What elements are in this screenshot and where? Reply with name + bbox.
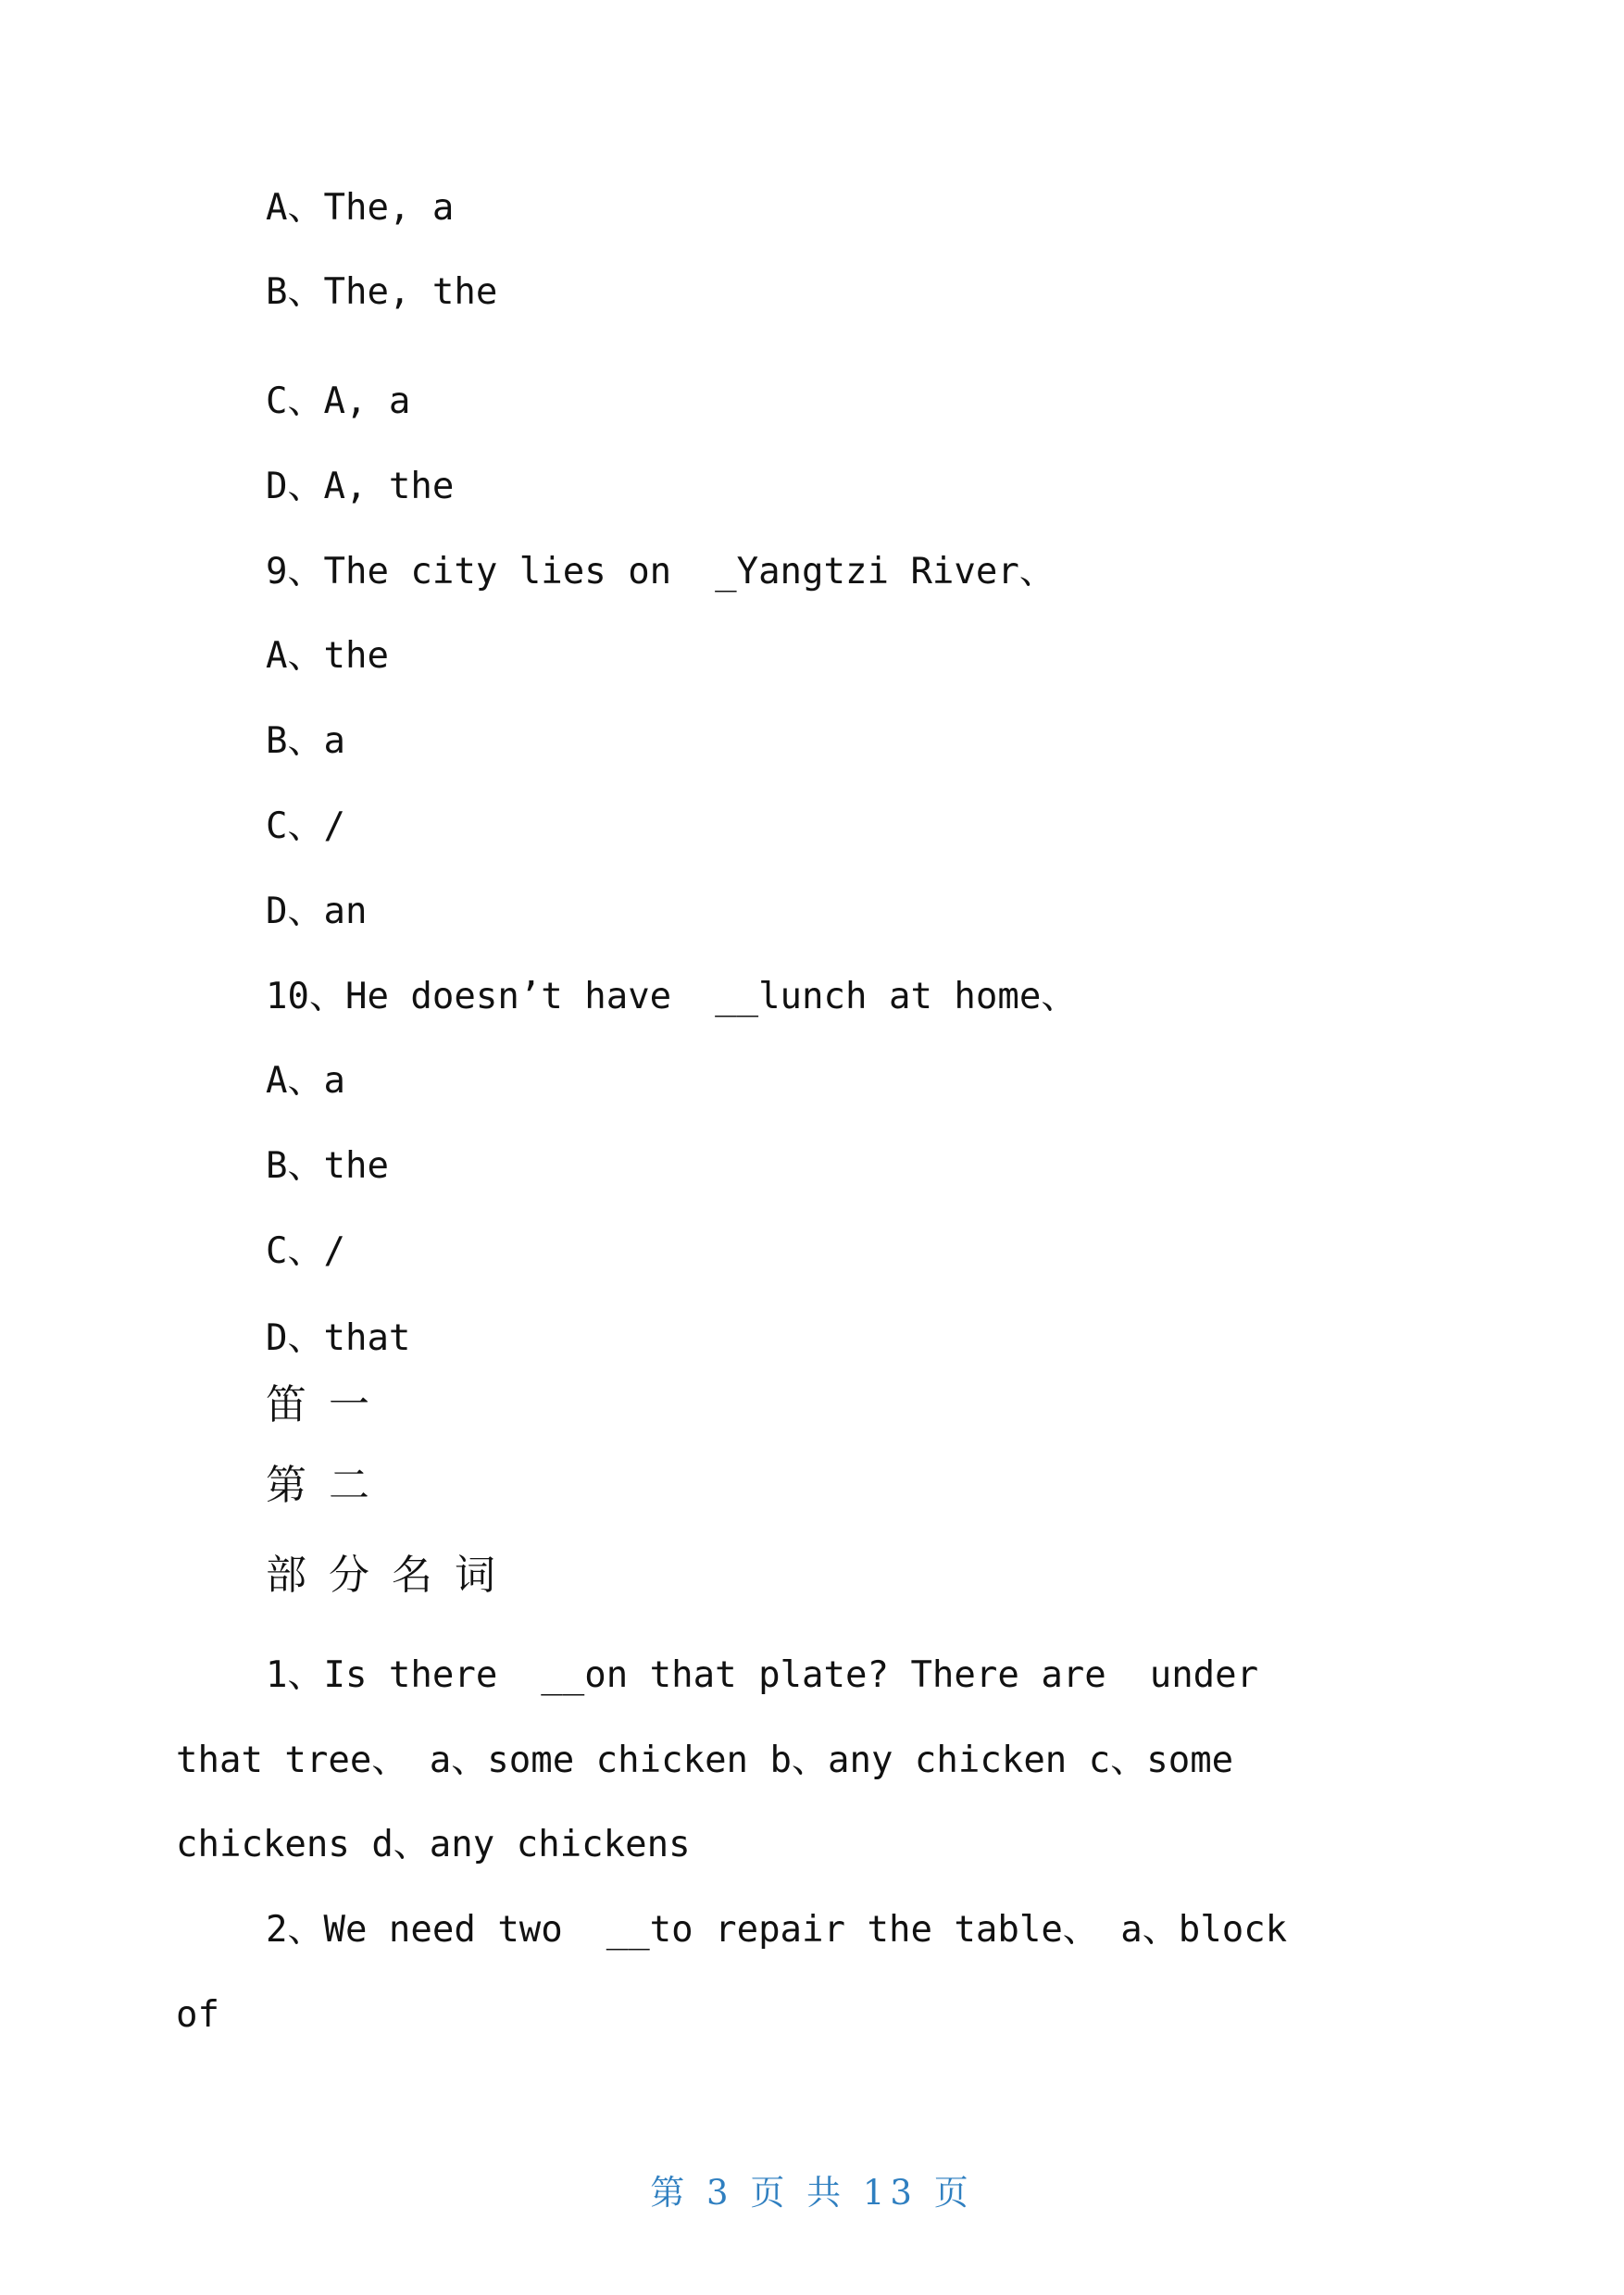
part2-q1-line1: 1、Is there __on that plate? There are under bbox=[266, 1654, 1259, 1696]
q8-option-d: D、A, the bbox=[266, 466, 455, 507]
q10-option-c: C、/ bbox=[266, 1230, 345, 1272]
q10-option-b: B、the bbox=[266, 1145, 389, 1187]
q10-question: 10、He doesn’t have __lunch at home、 bbox=[266, 976, 1078, 1017]
q9-option-b: B、a bbox=[266, 720, 345, 762]
q9-option-c: C、/ bbox=[266, 805, 345, 847]
q8-option-a: A、The, a bbox=[266, 187, 455, 229]
section-heading-line2: 第二 bbox=[266, 1462, 392, 1509]
section-heading-line3: 部分名词 bbox=[266, 1552, 518, 1599]
q8-option-c: C、A, a bbox=[266, 380, 411, 422]
part2-q1-line3: chickens d、any chickens bbox=[176, 1824, 691, 1865]
q9-question: 9、The city lies on _Yangtzi River、 bbox=[266, 551, 1056, 592]
page-footer: 第 3 页 共 13 页 bbox=[650, 2173, 974, 2213]
section-heading-line1: 笛一 bbox=[266, 1381, 392, 1428]
part2-q2-line2: of bbox=[176, 1994, 219, 2036]
part2-q2-line1: 2、We need two __to repair the table、 a、block bbox=[266, 1909, 1288, 1951]
q10-option-a: A、a bbox=[266, 1060, 345, 1102]
q9-option-d: D、an bbox=[266, 891, 368, 932]
q8-option-b: B、The, the bbox=[266, 271, 498, 313]
q9-option-a: A、the bbox=[266, 635, 389, 677]
part2-q1-line2: that tree、 a、some chicken b、any chicken c、some bbox=[176, 1740, 1234, 1781]
q10-option-d: D、that bbox=[266, 1317, 411, 1359]
